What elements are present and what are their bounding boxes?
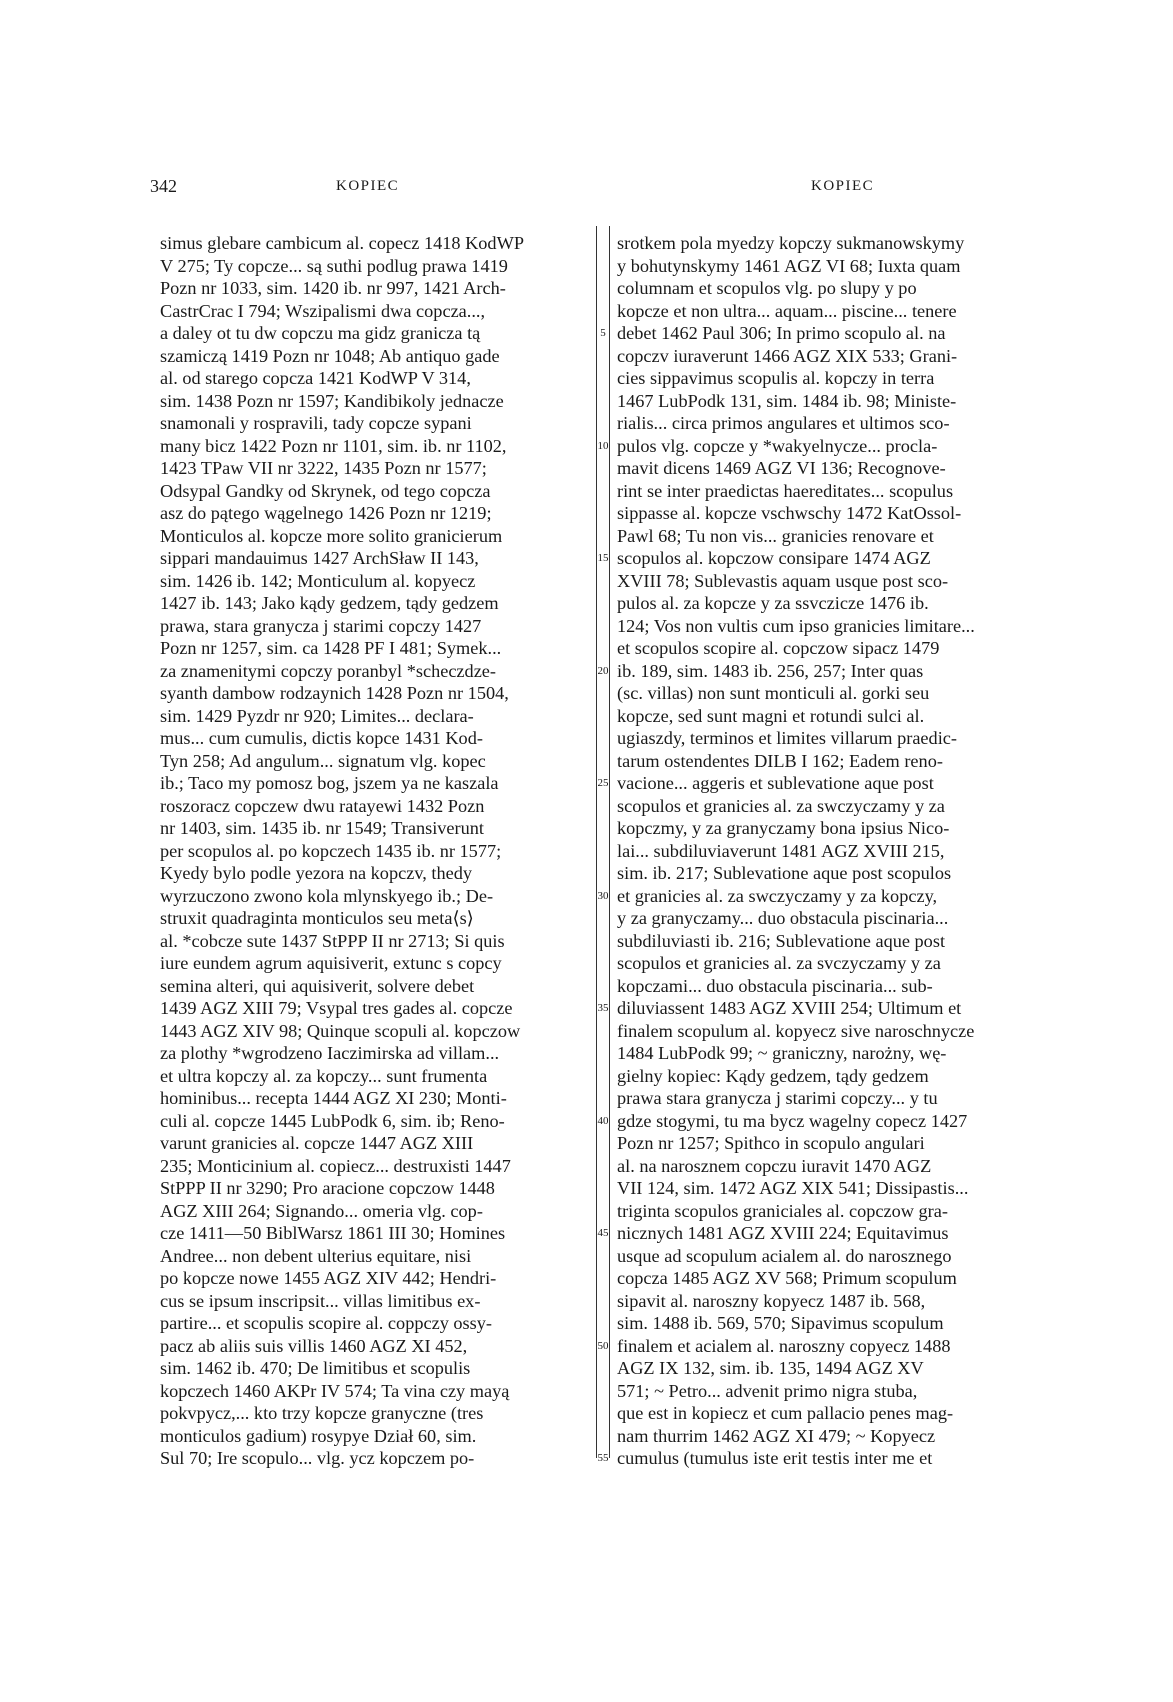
right-column-line: sippasse al. kopcze vschwschy 1472 KatOssol- — [617, 503, 962, 523]
left-column-line: hominibus... recepta 1444 AGZ XI 230; Monti- — [160, 1088, 507, 1108]
right-column-line: kopcze, sed sunt magni et rotundi sulci al. — [617, 705, 925, 726]
right-column-line: VII 124, sim. 1472 AGZ XIX 541; Dissipastis... — [617, 1178, 969, 1198]
running-head-right: KOPIEC — [811, 178, 875, 194]
left-column-line: cus se ipsum inscripsit... villas limitibus ex- — [160, 1290, 481, 1311]
running-head-left: KOPIEC — [336, 178, 400, 194]
left-column-line: culi al. copcze 1445 LubPodk 6, sim. ib; Reno- — [160, 1110, 505, 1131]
left-column-line: Tyn 258; Ad angulum... signatum vlg. kopec — [160, 750, 486, 771]
left-column-line: szamiczą 1419 Pozn nr 1048; Ab antiquo gade — [160, 345, 500, 366]
left-column-line: Sul 70; Ire scopulo... vlg. ycz kopczem po- — [160, 1448, 475, 1468]
right-column-line: kopcze et non ultra... aquam... piscine... tenere — [617, 300, 957, 321]
line-number-marker: 15 — [597, 552, 609, 564]
right-column-line: (sc. villas) non sunt monticuli al. gorki seu — [617, 683, 930, 703]
line-number-marker: 45 — [597, 1227, 609, 1239]
right-column-line: rint se inter praedictas haereditates... scopulus — [617, 480, 954, 501]
right-column-line: kopczmy, y za granyczamy bona ipsius Nico- — [617, 818, 950, 838]
right-column-line: y za granyczamy... duo obstacula piscinaria... — [617, 908, 949, 928]
left-column-line: sippari mandauimus 1427 ArchSław II 143, — [160, 548, 479, 568]
right-column-line: sipavit al. naroszny kopyecz 1487 ib. 568, — [617, 1290, 926, 1311]
left-column-line: a daley ot tu dw copczu ma gidz granicza tą — [160, 323, 481, 343]
right-column-line: nam thurrim 1462 AGZ XI 479; ~ Kopyecz — [617, 1425, 936, 1446]
right-column-line: mavit dicens 1469 AGZ VI 136; Recognove- — [617, 458, 946, 478]
left-column-line: semina alteri, qui aquisiverit, solvere debet — [160, 975, 475, 996]
left-column-line: Kyedy bylo podle yezora na kopczv, thedy — [160, 863, 473, 883]
right-column-line: diluviassent 1483 AGZ XVIII 254; Ultimum et — [617, 998, 962, 1018]
line-number-marker: 35 — [597, 1002, 609, 1014]
left-column-line: 1427 ib. 143; Jako kądy gedzem, tądy gedzem — [160, 593, 499, 613]
left-column-line: pokvpycz,... kto trzy kopcze granyczne (tres — [160, 1403, 484, 1423]
left-column-line: 1439 AGZ XIII 79; Vsypal tres gades al. copcze — [160, 998, 513, 1018]
right-column-line: et granicies al. za swczyczamy y za kopczy, — [617, 885, 938, 906]
right-column-line: gielny kopiec: Kądy gedzem, tądy gedzem — [617, 1065, 929, 1086]
right-column-line: ib. 189, sim. 1483 ib. 256, 257; Inter quas — [617, 660, 924, 681]
column-rule-left — [596, 226, 597, 1458]
right-column-line: tarum ostendentes DILB I 162; Eadem reno- — [617, 750, 943, 771]
right-column-line: debet 1462 Paul 306; In primo scopulo al. na — [617, 323, 946, 343]
right-column-line: srotkem pola myedzy kopczy sukmanowskymy — [617, 233, 965, 253]
line-number-marker: 55 — [597, 1452, 609, 1464]
left-column-line: iure eundem agrum aquisiverit, extunc s copcy — [160, 953, 502, 973]
right-column-line: 1484 LubPodk 99; ~ graniczny, narożny, wę- — [617, 1043, 947, 1063]
right-column-line: prawa stara granycza j starimi copczy... y tu — [617, 1088, 938, 1108]
left-column-line: per scopulos al. po kopczech 1435 ib. nr 1577; — [160, 840, 502, 861]
right-column-line: cies sippavimus scopulis al. kopczy in terra — [617, 368, 935, 388]
right-column-line: usque ad scopulum acialem al. do narosznego — [617, 1245, 952, 1266]
right-column-line: 571; ~ Petro... advenit primo nigra stuba, — [617, 1380, 918, 1401]
left-column-line: AGZ XIII 264; Signando... omeria vlg. cop- — [160, 1200, 483, 1221]
left-column — [160, 232, 586, 1470]
left-column-line: mus... cum cumulis, dictis kopce 1431 Kod- — [160, 728, 483, 748]
right-column-line: 1467 LubPodk 131, sim. 1484 ib. 98; Ministe- — [617, 390, 957, 411]
left-column-line: asz do pątego wągelnego 1426 Pozn nr 1219; — [160, 503, 492, 523]
right-column-line: copcza 1485 AGZ XV 568; Primum scopulum — [617, 1268, 957, 1288]
column-rule-right — [609, 226, 610, 1458]
right-column-line: finalem et acialem al. naroszny copyecz 1488 — [617, 1335, 951, 1356]
right-column-line: triginta scopulos graniciales al. copczow gra- — [617, 1200, 948, 1221]
right-column-line: et scopulos scopire al. copczow sipacz 1479 — [617, 638, 940, 658]
left-column-line: pacz ab aliis suis villis 1460 AGZ XI 452, — [160, 1335, 468, 1356]
left-column-line: sim. 1429 Pyzdr nr 920; Limites... declara- — [160, 705, 474, 726]
left-column-line: V 275; Ty copcze... są suthi podlug prawa 1419 — [160, 255, 508, 276]
left-column-line: Monticulos al. kopcze more solito granicierum — [160, 525, 503, 546]
left-column-line: za plothy *wgrodzeno Iaczimirska ad villam... — [160, 1043, 500, 1063]
right-column-line: columnam et scopulos vlg. po slupy y po — [617, 278, 917, 298]
right-column-line: XVIII 78; Sublevastis aquam usque post sco- — [617, 570, 949, 591]
right-column-line: sim. 1488 ib. 569, 570; Sipavimus scopulum — [617, 1313, 944, 1333]
left-column-line: et ultra kopczy al. za kopczy... sunt frumenta — [160, 1065, 488, 1086]
right-column-line: gdze stogymi, tu ma bycz wagelny copecz 1427 — [617, 1110, 968, 1131]
right-column-line: sim. ib. 217; Sublevatione aque post scopulos — [617, 863, 952, 883]
right-column-line: Pawl 68; Tu non vis... granicies renovare et — [617, 525, 934, 546]
left-column-line: Andree... non debent ulterius equitare, nisi — [160, 1245, 472, 1266]
right-column-line: ugiaszdy, terminos et limites villarum praedic- — [617, 728, 957, 748]
left-column-line: 1443 AGZ XIV 98; Quinque scopuli al. kopczow — [160, 1020, 521, 1041]
right-column-line: que est in kopiecz et cum pallacio penes mag- — [617, 1403, 954, 1423]
left-column-line: 235; Monticinium al. copiecz... destruxisti 1447 — [160, 1155, 511, 1176]
right-column-line: al. na narosznem copczu iuravit 1470 AGZ — [617, 1155, 932, 1176]
left-column-line: monticulos gadium) rosypye Dział 60, sim. — [160, 1425, 477, 1446]
right-column-line: finalem scopulum al. kopyecz sive naroschnycze — [617, 1020, 975, 1041]
right-column-line: Pozn nr 1257; Spithco in scopulo angulari — [617, 1133, 925, 1153]
left-column-line: sim. 1426 ib. 142; Monticulum al. kopyecz — [160, 570, 476, 591]
left-column-line: kopczech 1460 AKPr IV 574; Ta vina czy mayą — [160, 1380, 510, 1401]
left-column-line: wyrzuczono zwono kola mlynskyego ib.; De- — [160, 885, 494, 906]
right-column-line: scopulos al. kopczow consipare 1474 AGZ — [617, 548, 931, 568]
page-number: 342 — [150, 176, 177, 196]
left-column-line: po kopcze nowe 1455 AGZ XIV 442; Hendri- — [160, 1268, 497, 1288]
right-column-line: rialis... circa primos angulares et ultimos sco- — [617, 413, 950, 433]
left-column-line: struxit quadraginta monticulos seu meta⟨s⟩ — [160, 908, 474, 928]
left-column-line: StPPP II nr 3290; Pro aracione copczow 1448 — [160, 1178, 495, 1198]
right-column-line: cumulus (tumulus iste erit testis inter me et — [617, 1448, 933, 1468]
right-column-line: lai... subdiluviaverunt 1481 AGZ XVIII 215, — [617, 840, 945, 861]
left-column-line: many bicz 1422 Pozn nr 1101, sim. ib. nr 1102, — [160, 435, 507, 456]
line-number-marker: 50 — [597, 1339, 609, 1352]
left-column-line: ib.; Taco my pomosz bog, jszem ya ne kaszala — [160, 773, 499, 793]
left-column-line: sim. 1462 ib. 470; De limitibus et scopulis — [160, 1358, 471, 1378]
right-column-line: pulos al. za kopcze y za ssvczicze 1476 ib. — [617, 593, 929, 613]
left-column-line: simus glebare cambicum al. copecz 1418 KodWP — [160, 233, 524, 253]
line-number-marker: 5 — [600, 327, 606, 339]
left-column-line: Pozn nr 1257, sim. ca 1428 PF I 481; Symek... — [160, 638, 502, 658]
right-column-line: copczv iuraverunt 1466 AGZ XIX 533; Grani- — [617, 345, 958, 366]
left-column-line: cze 1411—50 BiblWarsz 1861 III 30; Homines — [160, 1223, 506, 1243]
line-number-marker: 25 — [597, 777, 609, 789]
right-column — [617, 232, 1043, 1470]
right-column-line: AGZ IX 132, sim. ib. 135, 1494 AGZ XV — [617, 1358, 924, 1378]
left-column-line: roszoracz copczew dwu ratayewi 1432 Pozn — [160, 795, 485, 816]
line-number-marker: 20 — [597, 664, 609, 677]
left-column-line: snamonali y rospravili, tady copcze sypani — [160, 413, 472, 433]
left-column-line: Pozn nr 1033, sim. 1420 ib. nr 997, 1421 Arch- — [160, 278, 506, 298]
left-column-line: CastrCrac I 794; Wszipalismi dwa copcza..., — [160, 300, 486, 321]
right-column-line: vacione... aggeris et sublevatione aque post — [617, 773, 934, 793]
left-column-line: sim. 1438 Pozn nr 1597; Kandibikoly jednacze — [160, 390, 504, 411]
left-column-line: Odsypal Gandky od Skrynek, od tego copcza — [160, 480, 491, 501]
right-column-line: y bohutynskymy 1461 AGZ VI 68; Iuxta quam — [617, 255, 961, 276]
right-column-line: 124; Vos non vultis cum ipso granicies limitare... — [617, 615, 975, 636]
right-column-line: subdiluviasti ib. 216; Sublevatione aque post — [617, 930, 946, 951]
left-column-line: al. od starego copcza 1421 KodWP V 314, — [160, 368, 471, 388]
right-column-line: nicznych 1481 AGZ XVIII 224; Equitavimus — [617, 1223, 949, 1243]
line-number-marker: 30 — [597, 889, 609, 902]
line-number-marker: 10 — [597, 439, 609, 452]
left-column-line: al. *cobcze sute 1437 StPPP II nr 2713; Si quis — [160, 930, 505, 951]
right-column-line: scopulos et granicies al. za swczyczamy y za — [617, 795, 945, 816]
left-column-line: prawa, stara granycza j starimi copczy 1427 — [160, 615, 482, 636]
left-column-line: partire... et scopulis scopire al. coppczy ossy- — [160, 1313, 493, 1333]
right-column-line: pulos vlg. copcze y *wakyelnycze... procla- — [617, 435, 938, 456]
left-column-line: 1423 TPaw VII nr 3222, 1435 Pozn nr 1577; — [160, 458, 487, 478]
line-number-marker: 40 — [597, 1114, 609, 1127]
right-column-line: kopczami... duo obstacula piscinaria... sub- — [617, 975, 933, 996]
left-column-line: nr 1403, sim. 1435 ib. nr 1549; Transiverunt — [160, 818, 484, 838]
left-column-line: varunt granicies al. copcze 1447 AGZ XIII — [160, 1133, 474, 1153]
right-column-line: scopulos et granicies al. za svczyczamy y za — [617, 953, 941, 973]
left-column-line: za znamenitymi copczy poranbyl *scheczdze- — [160, 660, 497, 681]
left-column-line: syanth dambow rodzaynich 1428 Pozn nr 1504, — [160, 683, 509, 703]
